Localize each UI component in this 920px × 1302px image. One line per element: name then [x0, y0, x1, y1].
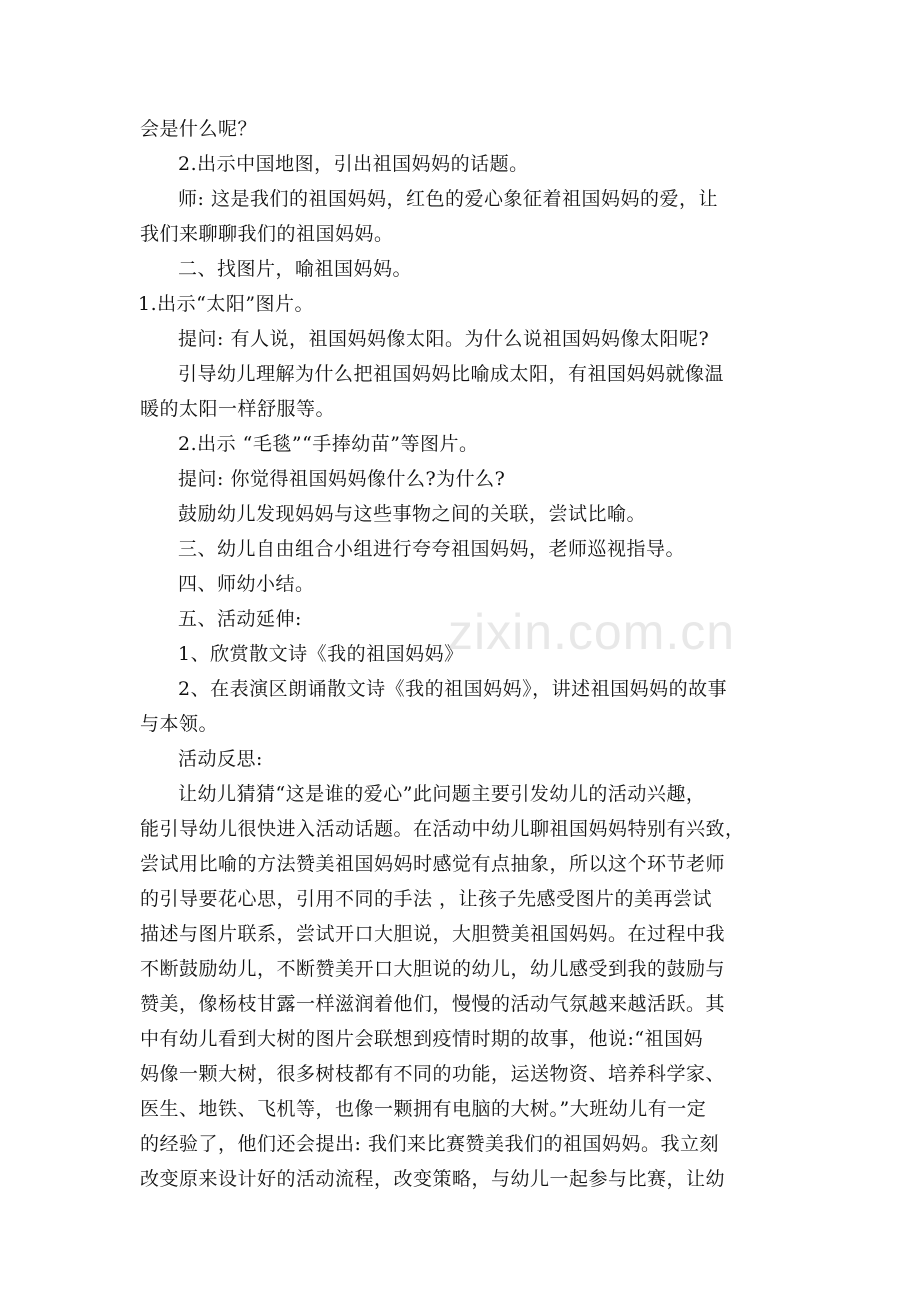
text-line: 暖的太阳一样舒服等。	[140, 398, 336, 420]
text-line: 我们来聊聊我们的祖国妈妈。	[140, 223, 394, 245]
text-line: 鼓励幼儿发现妈妈与这些事物之间的关联，尝试比喻。	[178, 503, 647, 525]
text-line: 师: 这是我们的祖国妈妈，红色的爱心象征着祖国妈妈的爱，让	[178, 188, 718, 210]
text-line: 提问: 有人说，祖国妈妈像太阳。为什么说祖国妈妈像太阳呢?	[178, 328, 710, 350]
text-line: 1.出示“太阳”图片。	[138, 293, 315, 315]
text-line: 改变原来设计好的活动流程，改变策略，与幼儿一起参与比赛，让幼	[140, 1168, 726, 1190]
text-line: 会是什么呢？	[140, 118, 258, 140]
text-line: 妈像一颗大树，很多树枝都有不同的功能，运送物资、培养科学家、	[140, 1063, 726, 1085]
text-line: 2.出示中国地图，引出祖国妈妈的话题。	[178, 153, 529, 175]
text-line: 与本领。	[140, 713, 219, 735]
text-line: 赞美，像杨枝甘露一样滋润着他们，慢慢的活动气氛越来越活跃。其	[140, 993, 726, 1015]
watermark-text: zixin.com.cn	[448, 604, 736, 660]
section-heading: 三、幼儿自由组合小组进行夸夸祖国妈妈，老师巡视指导。	[178, 538, 686, 560]
text-line: 不断鼓励幼儿，不断赞美开口大胆说的幼儿，幼儿感受到我的鼓励与	[140, 958, 726, 980]
section-heading: 五、活动延伸:	[178, 608, 302, 630]
text-line: 医生、地铁、飞机等，也像一颗拥有电脑的大树。”大班幼儿有一定	[140, 1098, 707, 1120]
text-line: 能引导幼儿很快进入活动话题。在活动中幼儿聊祖国妈妈特别有兴致，	[140, 818, 745, 840]
section-heading: 活动反思:	[178, 748, 263, 770]
text-line: 的经验了，他们还会提出: 我们来比赛赞美我们的祖国妈妈。我立刻	[140, 1133, 719, 1155]
text-line: 中有幼儿看到大树的图片会联想到疫情时期的故事，他说:“祖国妈	[140, 1028, 704, 1050]
text-line: 提问: 你觉得祖国妈妈像什么?为什么?	[178, 468, 506, 490]
text-line: 尝试用比喻的方法赞美祖国妈妈时感觉有点抽象，所以这个环节老师	[140, 853, 726, 875]
text-line: 的引导要花心思，引用不同的手法 ，让孩子先感受图片的美再尝试	[140, 888, 713, 910]
text-line: 描述与图片联系，尝试开口大胆说，大胆赞美祖国妈妈。在过程中我	[140, 923, 726, 945]
section-heading: 四、师幼小结。	[178, 573, 315, 595]
text-line: 2.出示 “毛毯”“手捧幼苗”等图片。	[178, 433, 479, 455]
text-line: 引导幼儿理解为什么把祖国妈妈比喻成太阳，有祖国妈妈就像温	[178, 363, 725, 385]
text-line: 让幼儿猜猜“这是谁的爱心”此问题主要引发幼儿的活动兴趣，	[178, 783, 706, 805]
text-line: 2、在表演区朗诵散文诗《我的祖国妈妈》，讲述祖国妈妈的故事	[178, 678, 728, 700]
section-heading: 二、找图片，喻祖国妈妈。	[178, 258, 413, 280]
text-line: 1、欣赏散文诗《我的祖国妈妈》	[178, 643, 464, 665]
